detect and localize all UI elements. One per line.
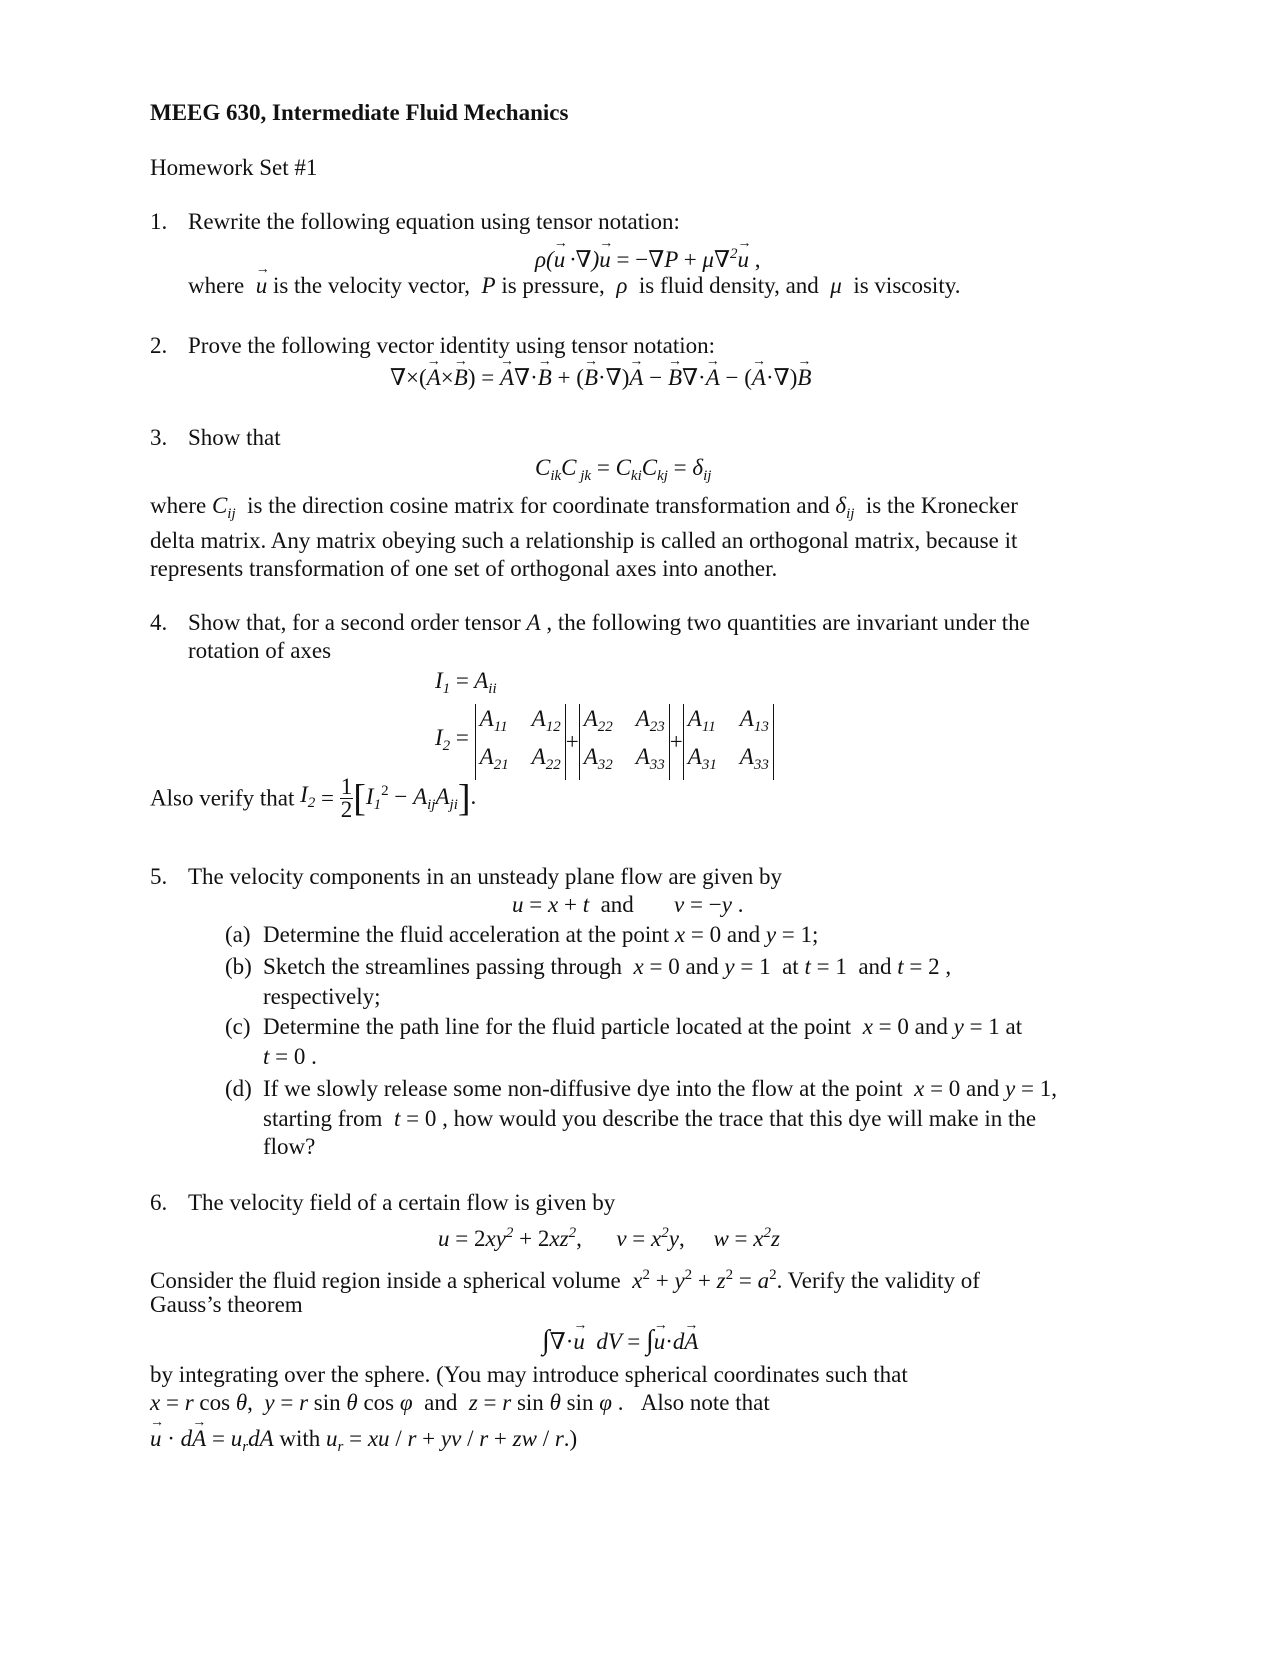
- invariant-i1-equation: $I_1 = A_{ii}$: [435, 668, 497, 697]
- momentum-equation: ρ(→ u ·∇)→ u = −∇P + μ∇$^2$→ u ,: [535, 239, 761, 275]
- problem-2: [150, 331, 1120, 401]
- determinant-1: $A_{11}$ $A_{12}$ $A_{21}$ $A_{22}$: [475, 704, 566, 780]
- paragraph-line: represents transformation of one set of orthogonal axes into another.: [150, 556, 778, 581]
- gauss-theorem-equation: ∫∇·→ u dV = ∫→ u·d→ A: [542, 1326, 698, 1357]
- homework-subtitle: Homework Set #1: [150, 155, 318, 180]
- course-title: MEEG 630, Intermediate Fluid Mechanics: [150, 100, 569, 125]
- problem-intro: Rewrite the following equation using tensor notation:: [188, 209, 680, 234]
- where-clause: where $C_{ij}$ is the direction cosine matrix for coordinate transformation and $\delta_{ij}$ is the Kronecker: [150, 493, 1018, 522]
- problem-number: 4.: [150, 610, 168, 635]
- closing-line-3: → $u \cdot d\to A = u_rdA$ with $u_r$ = xu / r + yv / r + zw / r.): [150, 1424, 577, 1462]
- problem-6: [150, 1188, 1120, 1468]
- paragraph-line: delta matrix. Any matrix obeying such a relationship is called an orthogonal matrix, because it: [150, 528, 1018, 553]
- closing-line-2: x = r cos θ, y = r sin θ cos φ and z = r sin θ sin φ . Also note that: [150, 1390, 770, 1415]
- consider-line2: Gauss’s theorem: [150, 1292, 303, 1317]
- consider-line: Consider the fluid region inside a spherical volume $x^2 + y^2 + z^2 = a^2$. Verify the validity of: [150, 1267, 980, 1293]
- problem-number: 5.: [150, 864, 168, 889]
- problem-intro-line2: rotation of axes: [188, 638, 332, 663]
- problem-intro: The velocity field of a certain flow is given by: [188, 1190, 616, 1215]
- problem-number: 2.: [150, 333, 168, 358]
- closing-line-1: by integrating over the sphere. (You may introduce spherical coordinates such that: [150, 1362, 908, 1387]
- problem-number: 6.: [150, 1190, 168, 1215]
- problem-intro: Show that: [188, 425, 281, 450]
- orthogonality-equation: $C_{ik}C$ $_{jk} = C_{ki}C_{kj} = \delta_{ij}$: [535, 455, 712, 484]
- velocity-components-equation: u = x + t and v = −y .: [512, 892, 744, 917]
- where-clause: where → u is the velocity vector, P is pressure, ρ is fluid density, and μ is viscosity.: [188, 271, 1088, 301]
- determinant-2: $A_{22}$ $A_{23}$ $A_{32}$ $A_{33}$: [579, 704, 670, 780]
- problem-1: [150, 207, 1120, 297]
- problem-4: [150, 608, 1120, 838]
- problem-number: 3.: [150, 425, 168, 450]
- one-half-fraction: $\frac{1}{2}$: [340, 774, 353, 823]
- invariant-i2-equation: $I_2$ = $A_{11}$ $A_{12}$ $A_{21}$ $A_{22}$ + $A_{22}$ $A_{23}$ $A_{32}$ $A_{33}$ + $A_{11}$ $A_{13}$ $A_{31}$ $A_{33}$: [435, 704, 774, 780]
- vector-identity-equation: ∇×(→ A×→ B) = → A∇·→ B + (→ B·∇)→ A − → B∇·→ A − (→ A·∇)→ B: [390, 363, 811, 393]
- problem-3: [150, 423, 1120, 583]
- problem-5: 5. The velocity components in an unsteady plane flow are given by u = x + t and v = −y . (a) Determine the fluid acceleration at the point x = 0 and y = 1; (b) Sketch the streamlines passing through x = 0 and y = 1 at t = 1 and t = 2 , respectively; (c) Determine the path line for the fluid particle located at the point x = 0 and y = 1 at t = 0 . (d) If we slowly release some non-diffusive dye into the flow at the point x = 0 and y = 1, starting from t = 0 , how would you describe the trace that this dye will make in the flow?: [150, 862, 1120, 1162]
- problem-number: 1.: [150, 209, 168, 234]
- verify-line: Also verify that $I_2$ = $\frac{1}{2}$ $[I_1^2 - A_{ij}A_{ji}]$.: [150, 774, 477, 823]
- determinant-3: $A_{11}$ $A_{13}$ $A_{31}$ $A_{33}$: [683, 704, 774, 780]
- problem-intro: Prove the following vector identity using tensor notation:: [188, 333, 716, 358]
- velocity-field-equation: $u = 2xy^2 + 2xz^2$, $v = x^2y$, $w = x^2z$: [438, 1225, 780, 1251]
- problem-intro: The velocity components in an unsteady plane flow are given by: [188, 864, 782, 889]
- problem-intro: Show that, for a second order tensor A , the following two quantities are invariant under the: [188, 610, 1030, 635]
